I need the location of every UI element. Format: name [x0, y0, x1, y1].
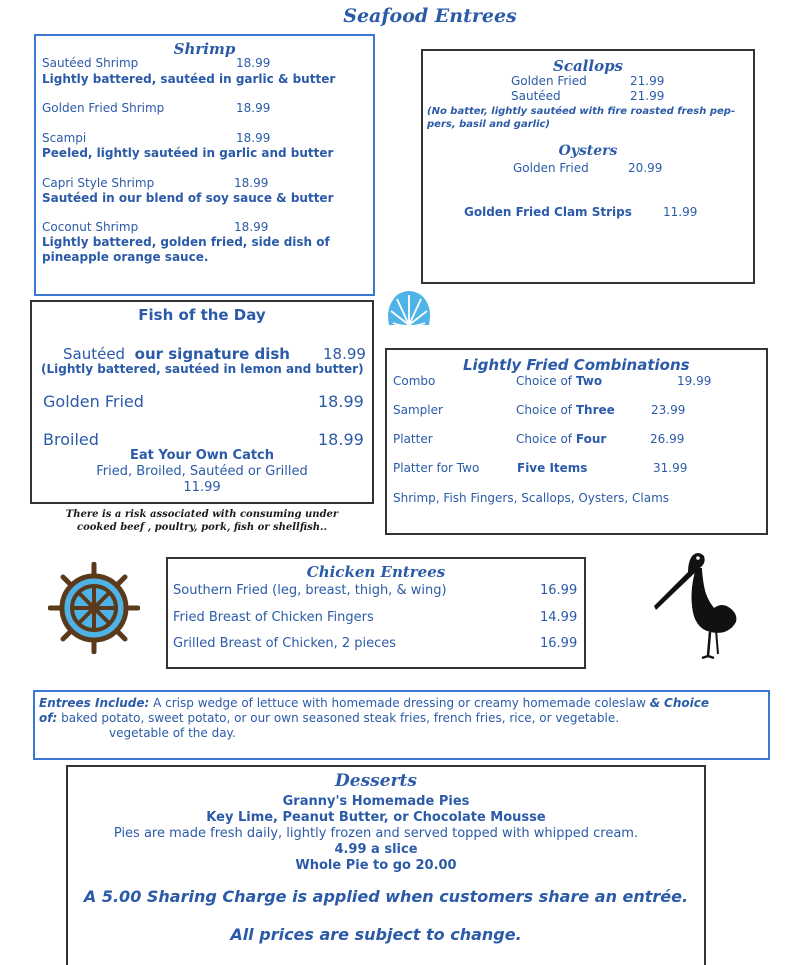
scallops-item-name: Golden Fried: [511, 74, 587, 88]
shrimp-item-price: 18.99: [236, 56, 271, 70]
entrees-include-choice: Choice: [664, 696, 710, 710]
entrees-include-section: [33, 690, 770, 760]
shrimp-title: Shrimp: [173, 40, 236, 58]
fish-sauteed-row: [63, 345, 290, 363]
oysters-item-price: 20.99: [628, 161, 663, 175]
ship-wheel-icon: [48, 562, 140, 654]
combo-name: Sampler: [393, 403, 443, 417]
desserts-desc: Pies are made fresh daily, lightly frozen and served topped with whipped cream.: [113, 826, 639, 841]
entrees-include-label: Entrees Include:: [39, 696, 150, 710]
combo-choice-label: Choice of: [516, 374, 573, 388]
chicken-item-price: 16.99: [540, 583, 578, 598]
fish-broiled-name: Broiled: [43, 430, 99, 449]
desserts-title: Desserts: [335, 771, 417, 791]
own-catch-desc: Fried, Broiled, Sautéed or Grilled: [96, 464, 308, 479]
shrimp-item-desc: Sautéed in our blend of soy sauce & butter: [42, 191, 334, 205]
seashell-icon: [383, 287, 435, 331]
clam-strips-price: 11.99: [663, 205, 698, 219]
entrees-include-line: [39, 696, 767, 711]
shrimp-item-price: 18.99: [236, 131, 271, 145]
combo-choice-count: Five Items: [517, 461, 588, 475]
oysters-title: Oysters: [558, 143, 618, 159]
scallops-oysters-section: [421, 49, 755, 284]
own-catch-price: 11.99: [183, 480, 221, 495]
desserts-section: [66, 765, 706, 965]
risk-notice: [30, 508, 374, 534]
entrees-include-of: of:: [39, 711, 58, 725]
fish-golden-fried-price: 18.99: [318, 392, 364, 411]
desserts-flavors: Key Lime, Peanut Butter, or Chocolate Mousse: [206, 810, 546, 825]
combo-price: 23.99: [651, 403, 686, 417]
combo-name: Platter for Two: [393, 461, 480, 475]
entrees-include-text: A crisp wedge of lettuce with homemade dressing or creamy homemade coleslaw: [153, 696, 646, 710]
shrimp-item-desc: Lightly battered, sautéed in garlic & butter: [42, 72, 336, 86]
prices-notice: All prices are subject to change.: [230, 925, 522, 944]
combo-choice: [516, 403, 615, 417]
fish-sauteed-highlight: our signature dish: [134, 345, 290, 363]
combo-choice: [516, 432, 606, 446]
combo-name: Combo: [393, 374, 436, 388]
shrimp-item-desc: Lightly battered, golden fried, side dish of: [42, 235, 330, 249]
shrimp-item-price: 18.99: [234, 176, 269, 190]
combo-options: Shrimp, Fish Fingers, Scallops, Oysters, Clams: [393, 491, 670, 505]
shrimp-item-price: 18.99: [234, 220, 269, 234]
desserts-whole-pie: Whole Pie to go 20.00: [295, 858, 457, 873]
fish-sauteed-desc: (Lightly battered, sautéed in lemon and butter): [41, 362, 364, 376]
risk-notice-line: There is a risk associated with consuming under: [65, 509, 339, 520]
chicken-item-name: Grilled Breast of Chicken, 2 pieces: [173, 636, 397, 651]
entrees-include-line: [39, 711, 619, 725]
entrees-include-amp: &: [649, 696, 661, 710]
shrimp-item-price: 18.99: [236, 101, 271, 115]
combo-price: 19.99: [677, 374, 712, 388]
chicken-item-name: Southern Fried (leg, breast, thigh, & wing): [173, 583, 447, 598]
risk-notice-line: cooked beef , poultry, pork, fish or shellfish..: [77, 522, 327, 533]
fish-broiled-price: 18.99: [318, 430, 364, 449]
combo-name: Platter: [393, 432, 433, 446]
combo-choice-count: Four: [575, 432, 607, 446]
scallops-item-name: Sautéed: [511, 89, 561, 103]
combinations-title: Lightly Fried Combinations: [463, 356, 690, 374]
shrimp-item-desc: pineapple orange sauce.: [42, 250, 209, 264]
combo-choice: [516, 374, 602, 388]
combo-price: 26.99: [650, 432, 685, 446]
fish-sauteed-price: 18.99: [323, 345, 366, 363]
chicken-item-price: 16.99: [540, 636, 578, 651]
scallops-note: (No batter, lightly sautéed with fire roasted fresh pep-: [427, 106, 736, 117]
scallops-title: Scallops: [552, 57, 624, 75]
desserts-subtitle: Granny's Homemade Pies: [282, 794, 470, 809]
entrees-include-text: baked potato, sweet potato, or our own seasoned steak fries, french fries, rice, or vegetable.: [61, 711, 620, 725]
chicken-title: Chicken Entrees: [306, 563, 446, 581]
oysters-item-name: Golden Fried: [513, 161, 589, 175]
shrimp-item-name: Sautéed Shrimp: [42, 56, 139, 70]
entrees-include-text: vegetable of the day.: [109, 726, 236, 740]
shrimp-item-name: Coconut Shrimp: [42, 220, 139, 234]
pelican-icon: [652, 548, 742, 663]
shrimp-item-name: Scampi: [42, 131, 87, 145]
fish-golden-fried-name: Golden Fried: [43, 392, 144, 411]
desserts-slice-price: 4.99 a slice: [334, 842, 418, 857]
shrimp-item-name: Capri Style Shrimp: [42, 176, 155, 190]
combinations-section: [385, 348, 768, 535]
shrimp-item-name: Golden Fried Shrimp: [42, 101, 165, 115]
scallops-item-price: 21.99: [630, 89, 665, 103]
chicken-item-price: 14.99: [540, 610, 578, 625]
combo-choice-count: Two: [575, 374, 603, 388]
fish-of-day-title: Fish of the Day: [138, 306, 266, 324]
scallops-item-price: 21.99: [630, 74, 665, 88]
page-title: Seafood Entrees: [343, 5, 517, 27]
sharing-charge-notice: A 5.00 Sharing Charge is applied when customers share an entrée.: [83, 887, 689, 906]
own-catch-title: Eat Your Own Catch: [129, 448, 275, 463]
shrimp-item-desc: Peeled, lightly sautéed in garlic and butter: [42, 146, 334, 160]
combo-choice-label: Choice of: [516, 432, 573, 446]
chicken-section: [166, 557, 586, 669]
fish-of-day-section: [30, 300, 374, 504]
combo-choice-count: Three: [575, 403, 615, 417]
chicken-item-name: Fried Breast of Chicken Fingers: [173, 610, 374, 625]
fish-sauteed-name: Sautéed: [63, 345, 126, 363]
shrimp-section: [34, 34, 375, 296]
scallops-note: pers, basil and garlic): [427, 119, 550, 130]
combo-choice-label: Choice of: [516, 403, 573, 417]
clam-strips-name: Golden Fried Clam Strips: [464, 205, 632, 219]
combo-price: 31.99: [653, 461, 688, 475]
